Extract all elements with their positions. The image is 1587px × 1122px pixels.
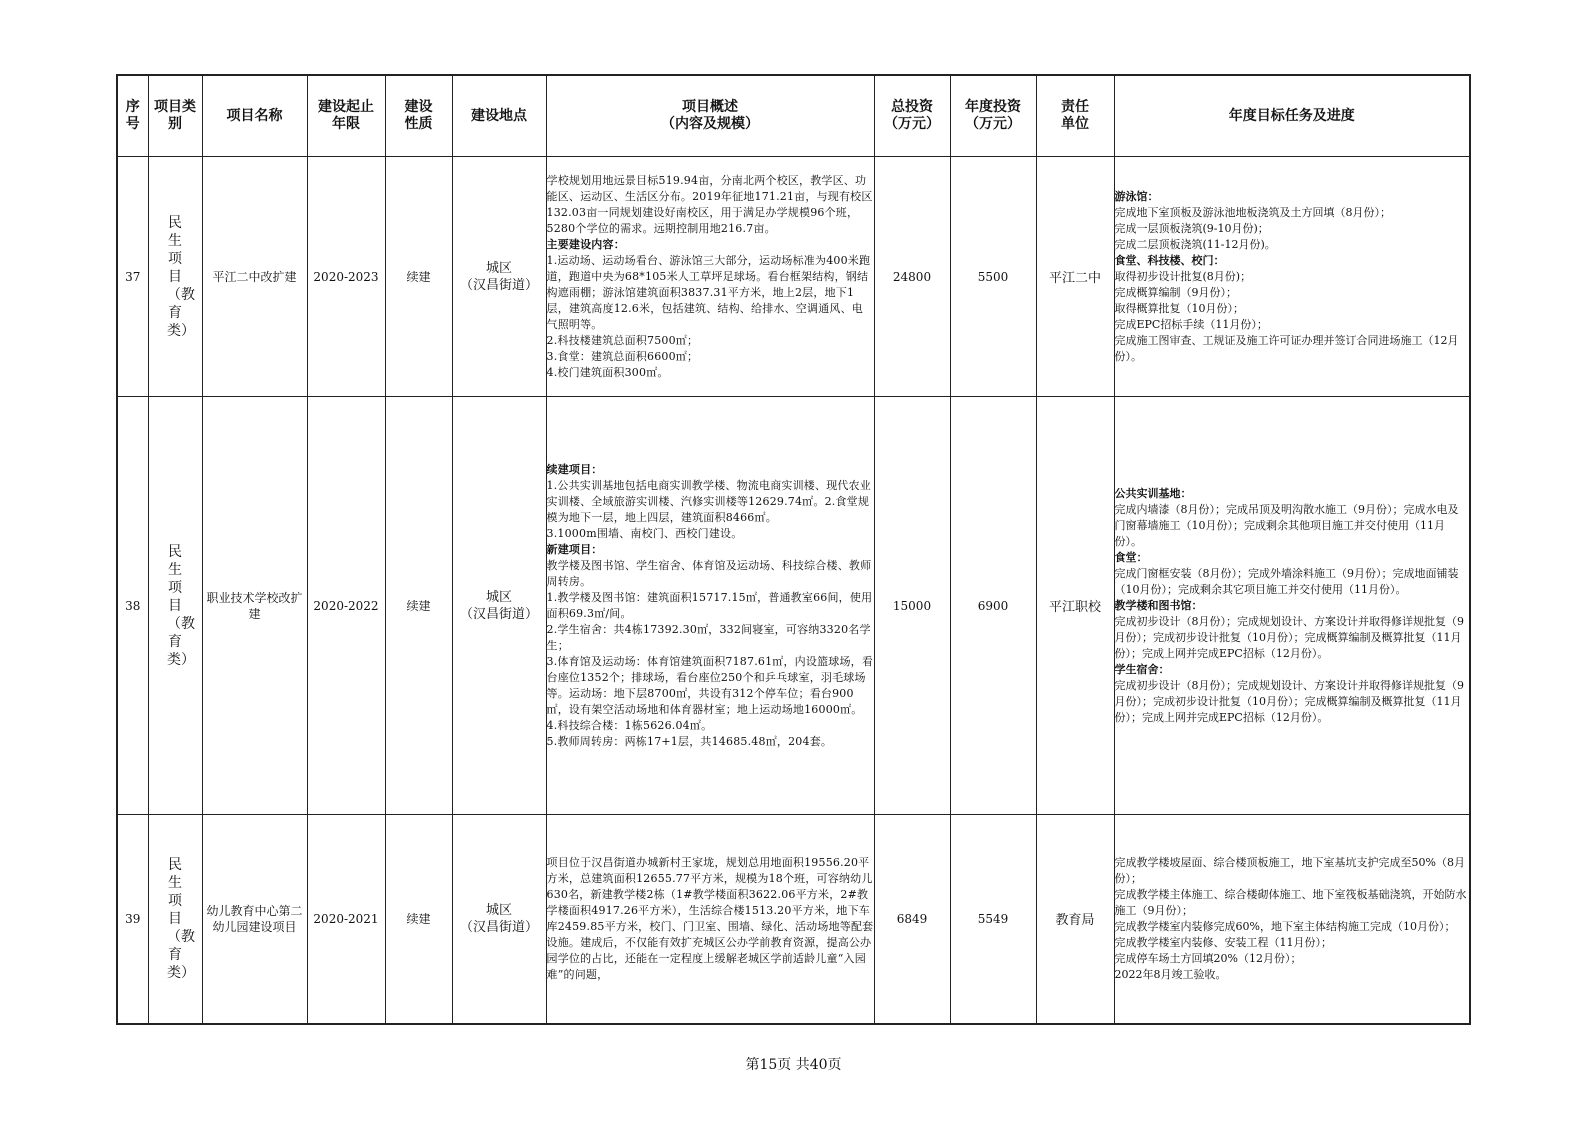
row-annual-target xyxy=(1114,157,1470,397)
row-total-investment: 6849 xyxy=(874,815,950,1024)
task-paragraph: 完成概算编制（9月份）； xyxy=(1114,285,1237,299)
project-table xyxy=(116,74,1471,1025)
row-years: 2020-2023 xyxy=(307,157,385,397)
header-annual-line1: 年度投资 xyxy=(965,99,1021,115)
task-paragraph: 完成教学楼坡屋面、综合楼顶板施工，地下室基坑支护完成至50%（8月份）； xyxy=(1114,855,1465,885)
task-paragraph: 取得初步设计批复(8月份)； xyxy=(1114,269,1252,283)
row-location-line2: （汉昌街道） xyxy=(459,606,538,622)
task-paragraph: 游泳馆： xyxy=(1114,189,1159,203)
row-type-text: 民生项目（教育类） xyxy=(167,856,195,981)
description-paragraph: 1.公共实训基地包括电商实训教学楼、物流电商实训楼、现代农业实训楼、全域旅游实训楼、汽修实训楼等12629.74㎡。2.食堂规模为地下一层，地上四层，建筑面积8466㎡。 xyxy=(546,478,871,524)
task-paragraph: 完成门窗框安装（8月份）；完成外墙涂料施工（9月份）；完成地面铺装（10月份）；完成剩余其它项目施工并交付使用（11月份）。 xyxy=(1114,566,1459,596)
row-location xyxy=(452,815,546,1024)
header-annual-line2: （万元） xyxy=(965,116,1021,132)
header-name: 项目名称 xyxy=(202,75,307,157)
row-unit-text: 教育局 xyxy=(1055,913,1095,929)
header-desc-line2: （内容及规模） xyxy=(661,116,759,132)
table-row xyxy=(117,397,1470,815)
task-paragraph: 学生宿舍： xyxy=(1114,662,1170,676)
header-years: 建设起止年限 xyxy=(307,75,385,157)
row-type-text: 民生项目（教育类） xyxy=(167,543,195,668)
row-years: 2020-2021 xyxy=(307,815,385,1024)
header-total xyxy=(874,75,950,157)
row-total-investment: 24800 xyxy=(874,157,950,397)
header-total-line1: 总投资 xyxy=(891,99,933,115)
row-seq: 38 xyxy=(117,397,148,815)
row-annual-target xyxy=(1114,815,1470,1024)
task-paragraph: 完成教学楼室内装修、安装工程（11月份）； xyxy=(1114,935,1332,949)
row-type xyxy=(148,815,202,1024)
task-paragraph: 完成教学楼主体施工、综合楼砌体施工、地下室筏板基础浇筑，开始防水施工（9月份）； xyxy=(1114,887,1467,917)
row-seq: 37 xyxy=(117,157,148,397)
row-name: 职业技术学校改扩建 xyxy=(202,397,307,815)
row-responsible-unit xyxy=(1036,397,1114,815)
task-paragraph: 完成二层顶板浇筑(11-12月份)。 xyxy=(1114,237,1276,251)
header-target: 年度目标任务及进度 xyxy=(1114,75,1470,157)
task-paragraph: 完成教学楼室内装修完成60%，地下室主体结构施工完成（10月份）； xyxy=(1114,919,1456,933)
task-paragraph: 食堂、科技楼、校门： xyxy=(1114,253,1225,267)
description-paragraph: 项目位于汉昌街道办城新村王家垅，规划总用地面积19556.20平方米，总建筑面积12655.77平方米，规模为18个班，可容纳幼儿630名，新建教学楼2栋（1#教学楼面积3622.06平方米，2#教学楼面积4917.26平方米），生活综合楼1513.20平方米，地下车库2459.85平方米，校门、门卫室、围墙、绿化、活动场地等配套设施。建成后，不仅能有效扩充城区公办学前教育资源，提高公办园学位的占比，还能在一定程度上缓解老城区学前适龄儿童“入园难”的问题， xyxy=(546,855,874,981)
row-description xyxy=(546,815,874,1024)
page-footer: 第15页 共40页 xyxy=(745,1057,842,1073)
task-paragraph: 完成初步设计（8月份）；完成规划设计、方案设计并取得修详规批复（9月份）；完成初步设计批复（10月份）；完成概算编制及概算批复（11月份）；完成上网并完成EPC招标（12月份）。 xyxy=(1114,614,1464,660)
row-nature: 续建 xyxy=(385,815,452,1024)
description-paragraph: 3.体育馆及运动场：体育馆建筑面积7187.61㎡，内设篮球场，看台座位1352个；排球场，看台座位250个和乒乓球室，羽毛球场等。运动场：地下层8700㎡，共设有312个停车位；看台900㎡，设有架空活动场地和体育器材室；地上运动场地16000㎡。 xyxy=(546,654,874,716)
description-paragraph: 新建项目： xyxy=(546,542,603,556)
task-paragraph: 教学楼和图书馆： xyxy=(1114,598,1203,612)
description-paragraph: 5.教师周转房：两栋17+1层，共14685.48㎡，204套。 xyxy=(546,734,833,748)
row-annual-target xyxy=(1114,397,1470,815)
description-paragraph: 2.科技楼建筑总面积7500㎡； xyxy=(546,333,699,347)
description-paragraph: 4.科技综合楼：1栋5626.04㎡。 xyxy=(546,718,713,732)
row-annual-investment: 6900 xyxy=(950,397,1036,815)
row-type xyxy=(148,397,202,815)
task-paragraph: 完成停车场土方回填20%（12月份）； xyxy=(1114,951,1302,965)
header-total-line2: （万元） xyxy=(884,116,940,132)
row-annual-investment: 5500 xyxy=(950,157,1036,397)
header-seq: 序号 xyxy=(117,75,148,157)
row-type xyxy=(148,157,202,397)
task-paragraph: 完成初步设计（8月份）；完成规划设计、方案设计并取得修详规批复（9月份）；完成初步设计批复（10月份）；完成概算编制及概算批复（11月份）；完成上网并完成EPC招标（12月份）。 xyxy=(1114,678,1464,724)
row-type-text: 民生项目（教育类） xyxy=(167,214,195,339)
task-paragraph: 完成EPC招标手续（11月份）； xyxy=(1114,317,1268,331)
task-paragraph: 完成施工图审查、工规证及施工许可证办理并签订合同进场施工（12月份）。 xyxy=(1114,333,1459,363)
row-annual-investment: 5549 xyxy=(950,815,1036,1024)
task-paragraph: 公共实训基地： xyxy=(1114,486,1192,500)
header-nature: 建设性质 xyxy=(385,75,452,157)
row-name: 平江二中改扩建 xyxy=(202,157,307,397)
description-paragraph: 2.学生宿舍：共4栋17392.30㎡，332间寝室，可容纳3320名学生； xyxy=(546,622,871,652)
row-location-line1: 城区 xyxy=(485,589,512,605)
row-responsible-unit xyxy=(1036,815,1114,1024)
row-location xyxy=(452,397,546,815)
row-description xyxy=(546,397,874,815)
table-row xyxy=(117,157,1470,397)
description-paragraph: 3.1000m围墙、南校门、西校门建设。 xyxy=(546,526,743,540)
header-desc-line1: 项目概述 xyxy=(682,99,738,115)
header-annual xyxy=(950,75,1036,157)
row-total-investment: 15000 xyxy=(874,397,950,815)
header-location: 建设地点 xyxy=(452,75,546,157)
row-nature: 续建 xyxy=(385,397,452,815)
row-years: 2020-2022 xyxy=(307,397,385,815)
row-location-line1: 城区 xyxy=(485,260,512,276)
row-name: 幼儿教育中心第二幼儿园建设项目 xyxy=(202,815,307,1024)
description-paragraph: 主要建设内容： xyxy=(546,237,625,251)
task-paragraph: 食堂： xyxy=(1114,550,1148,564)
row-unit-text: 平江二中 xyxy=(1048,271,1101,286)
task-paragraph: 完成一层顶板浇筑(9-10月份)； xyxy=(1114,221,1269,235)
row-location-line1: 城区 xyxy=(485,902,512,918)
row-nature: 续建 xyxy=(385,157,452,397)
row-location-line2: （汉昌街道） xyxy=(459,919,538,935)
row-unit-text: 平江职校 xyxy=(1048,600,1101,615)
header-desc xyxy=(546,75,874,157)
task-paragraph: 完成内墙漆（8月份）；完成吊顶及明沟散水施工（9月份）；完成水电及门窗幕墙施工（10月份）；完成剩余其他项目施工并交付使用（11月份）。 xyxy=(1114,502,1459,548)
row-description xyxy=(546,157,874,397)
description-paragraph: 1.教学楼及图书馆：建筑面积15717.15㎡，普通教室66间，使用面积69.3㎡/间。 xyxy=(546,590,873,620)
row-location-line2: （汉昌街道） xyxy=(459,277,538,293)
task-paragraph: 2022年8月竣工验收。 xyxy=(1114,967,1227,981)
row-responsible-unit xyxy=(1036,157,1114,397)
header-type: 项目类别 xyxy=(148,75,202,157)
table-row xyxy=(117,815,1470,1024)
table-header-row xyxy=(117,75,1470,157)
row-seq: 39 xyxy=(117,815,148,1024)
description-paragraph: 3.食堂：建筑总面积6600㎡； xyxy=(546,349,699,363)
description-paragraph: 续建项目： xyxy=(546,462,603,476)
header-unit: 责任单位 xyxy=(1036,75,1114,157)
task-paragraph: 取得概算批复（10月份）； xyxy=(1114,301,1244,315)
description-paragraph: 学校规划用地远景目标519.94亩，分南北两个校区，教学区、功能区、运动区、生活区分布。2019年征地171.21亩，与现有校区132.03亩一同规划建设好南校区，用于满足办学规模96个班，5280个学位的需求。远期控制用地216.7亩。 xyxy=(546,173,873,235)
description-paragraph: 4.校门建筑面积300㎡。 xyxy=(546,365,669,379)
description-paragraph: 1.运动场、运动场看台、游泳馆三大部分，运动场标准为400米跑道，跑道中央为68*105米人工草坪足球场。看台框架结构，钢结构遮雨棚；游泳馆建筑面积3837.31平方米，地上2层，地下1层，建筑高度12.6米，包括建筑、结构、给排水、空调通风、电气照明等。 xyxy=(546,253,871,331)
row-location xyxy=(452,157,546,397)
task-paragraph: 完成地下室顶板及游泳池地板浇筑及土方回填（8月份）； xyxy=(1114,205,1391,219)
description-paragraph: 教学楼及图书馆、学生宿舍、体育馆及运动场、科技综合楼、教师周转房。 xyxy=(546,558,872,588)
